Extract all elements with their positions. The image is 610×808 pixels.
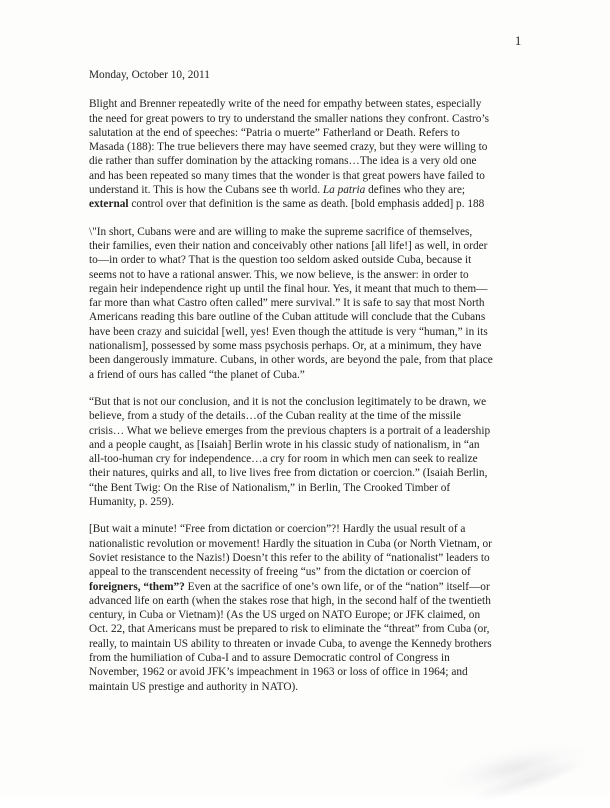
text-line: salutation at the end of speeches: “Patria o muerte” Fatherland or Death. Refers to bbox=[89, 126, 460, 139]
text-line: seems not to have a rational answer. This, we now believe, is the answer: in order to bbox=[89, 268, 469, 281]
text-line: Soviet resistance to the Nazis!) Doesn’t this refer to the ability of “nationalist” leaders to bbox=[89, 551, 490, 564]
text-line: November, 1962 or avoid JFK’s impeachment in 1963 or loss of office in 1964; and bbox=[89, 666, 468, 679]
text-line: crisis… What we believe emerges from the previous chapters is a portrait of a leadership bbox=[89, 424, 491, 437]
paragraph bbox=[89, 395, 539, 509]
text-line: Humanity, p. 259). bbox=[89, 496, 174, 509]
text-line: far more than what Castro often called” mere survival.” It is safe to say that most North bbox=[89, 297, 485, 310]
text-line: understand it. This is how the Cubans see th world. La patria defines who they are; bbox=[89, 184, 466, 197]
text-line: believe, from a study of the details…of the Cuban reality at the time of the missile bbox=[89, 410, 462, 423]
text-line: “the Bent Twig: On the Rise of Nationalism,” in Berlin, The Crooked Timber of bbox=[89, 481, 451, 494]
text-line: Americans reading this bare outline of the Cuban attitude will conclude that the Cubans bbox=[89, 311, 486, 324]
text-line: Oct. 22, that Americans must be prepared to risk to eliminate the “threat” from Cuba (or, bbox=[89, 623, 490, 636]
text-line: have been crazy and suicidal [well, yes! Even though the attitude is very “human,” in its bbox=[89, 325, 488, 338]
paragraphs-container bbox=[89, 97, 539, 694]
text-line: Blight and Brenner repeatedly write of the need for empathy between states, especially bbox=[89, 98, 482, 111]
text-line: and a people caught, as [Isaiah] Berlin wrote in his classic study of nationalism, in “an bbox=[89, 438, 480, 451]
document-body bbox=[89, 68, 539, 707]
text-line: maintain US prestige and authority in NATO). bbox=[89, 680, 299, 693]
text-line: been dangerously immature. Cubans, in other words, are beyond the pale, from that place bbox=[89, 354, 493, 367]
text-line: regain heir independence right up until the final hour. Yes, it meant that much to them— bbox=[89, 282, 488, 295]
text-line: nationalistic revolution or movement! Hardly the situation in Cuba (or North Vietnam, or bbox=[89, 537, 492, 550]
text-line: Masada (188): The true believers there may have seemed crazy, but they were willing to bbox=[89, 141, 488, 154]
text-line: appeal to the transcendent necessity of freeing “us” from the dictation or coercion of bbox=[89, 566, 471, 579]
text-line: the need for great powers to try to understand the smaller nations they confront. Castro’s bbox=[89, 112, 489, 125]
text-line: external control over that definition is the same as death. [bold emphasis added] p. 188 bbox=[89, 198, 485, 211]
text-line: century, in Cuba or Vietnam)! (As the US urged on NATO Europe; or JFK claimed, on bbox=[89, 609, 481, 622]
page-number: 1 bbox=[515, 34, 522, 48]
text-line: their families, even their nation and conceivably other nations [all life!] as well, in order bbox=[89, 239, 488, 252]
text-line: and has been repeated so many times that the wonder is that great powers have failed to bbox=[89, 169, 485, 182]
text-line: their natures, quirks and all, to live lives free from dictation or coercion.” (Isaiah Berlin, bbox=[89, 467, 488, 480]
text-line: all-too-human cry for independence…a cry for room in which men can seek to realize bbox=[89, 453, 478, 466]
text-line: foreigners, “them”? Even at the sacrifice of one’s own life, or of the “nation” itself—or bbox=[89, 580, 490, 593]
text-line: “But that is not our conclusion, and it is not the conclusion legitimately to be drawn, we bbox=[89, 395, 487, 408]
text-line: \"In short, Cubans were and are willing to make the supreme sacrifice of themselves, bbox=[89, 225, 473, 238]
text-line: die rather than suffer domination by the attacking romans…The idea is a very old one bbox=[89, 155, 477, 168]
text-line: to—in order to what? That is the question too seldom asked outside Cuba, because it bbox=[89, 254, 472, 267]
text-line: [But wait a minute! “Free from dictation or coercion”?! Hardly the usual result of a bbox=[89, 523, 466, 536]
paragraph bbox=[89, 225, 539, 382]
paragraph bbox=[89, 97, 539, 211]
text-line: nationalism], possessed by some mass psychosis perhaps. Or, at a minimum, they have bbox=[89, 340, 482, 353]
paragraph bbox=[89, 522, 539, 694]
text-line: a friend of ours has called “the planet of Cuba.” bbox=[89, 368, 305, 381]
text-line: advanced life on earth (when the stakes rose that high, in the second half of the twentieth bbox=[89, 594, 491, 607]
date-heading: Monday, October 10, 2011 bbox=[89, 69, 210, 81]
text-line: from the humiliation of Cuba-I and to assure Democratic control of Congress in bbox=[89, 651, 450, 664]
text-line: really, to maintain US ability to threaten or invade Cuba, to avenge the Kennedy brothers bbox=[89, 637, 492, 650]
